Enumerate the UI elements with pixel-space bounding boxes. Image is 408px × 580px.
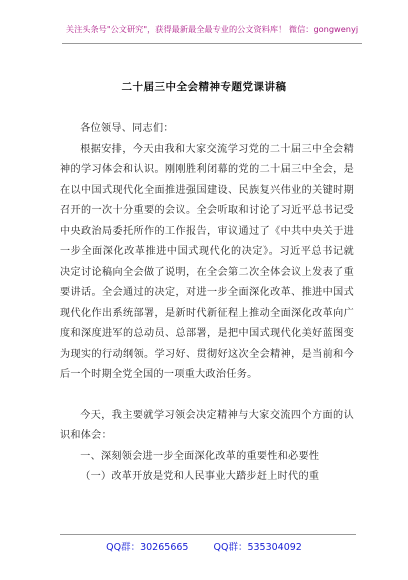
paragraph-overview: 今天，我主要就学习领会决定精神与大家交流四个方面的认识和体会： <box>60 409 354 441</box>
header-banner: 关注头条号"公文研究"，获得最新最全最专业的公文资料库！ 微信：gongwenyj <box>65 24 359 34</box>
header-divider <box>62 43 362 44</box>
footer-qq-group-2: QQ群：535304092 <box>213 542 302 553</box>
footer-qq-group-1: QQ群：30265665 <box>106 542 189 553</box>
section-heading-1: 一、深刻领会进一步全面深化改革的重要性和必要性 <box>80 450 320 462</box>
subsection-heading-1: （一）改革开放是党和人民事业大踏步赶上时代的重 <box>80 471 320 482</box>
footer-divider <box>60 534 356 535</box>
paragraph-salutation: 各位领导、同志们： <box>80 123 174 134</box>
paragraph-intro: 根据安排，今天由我和大家交流学习党的二十届三中全会精神的学习体会和认识。刚刚胜利闭幕的党的二十届三中全会，是在以中国式现代化全面推进强国建设、民族复兴伟业的关键时期召开的一次十分重要的会议。全会听取和讨论了习近平总书记受中央政治局委托所作的工作报告，审议通过了《中共中央关于进一步全面深化改革推进中国式现代化的决定》。习近平总书记就决定讨论稿向全会做了说明，在全会第二次全体会议上发表了重要讲话。全会通过的决定，对进一步全面深化改革、推进中国式现代化作出系统部署，是新时代新征程上推动全面深化改革向广度和深度进军的总动员、总部署，是把中国式现代化美好蓝图变为现实的行动纲领。学习好、贯彻好这次全会精神，是当前和今后一个时期全党全国的一项重大政治任务。 <box>60 143 354 380</box>
footer <box>0 539 408 553</box>
document-title: 二十届三中全会精神专题党课讲稿 <box>121 81 287 93</box>
document-body <box>60 119 354 488</box>
